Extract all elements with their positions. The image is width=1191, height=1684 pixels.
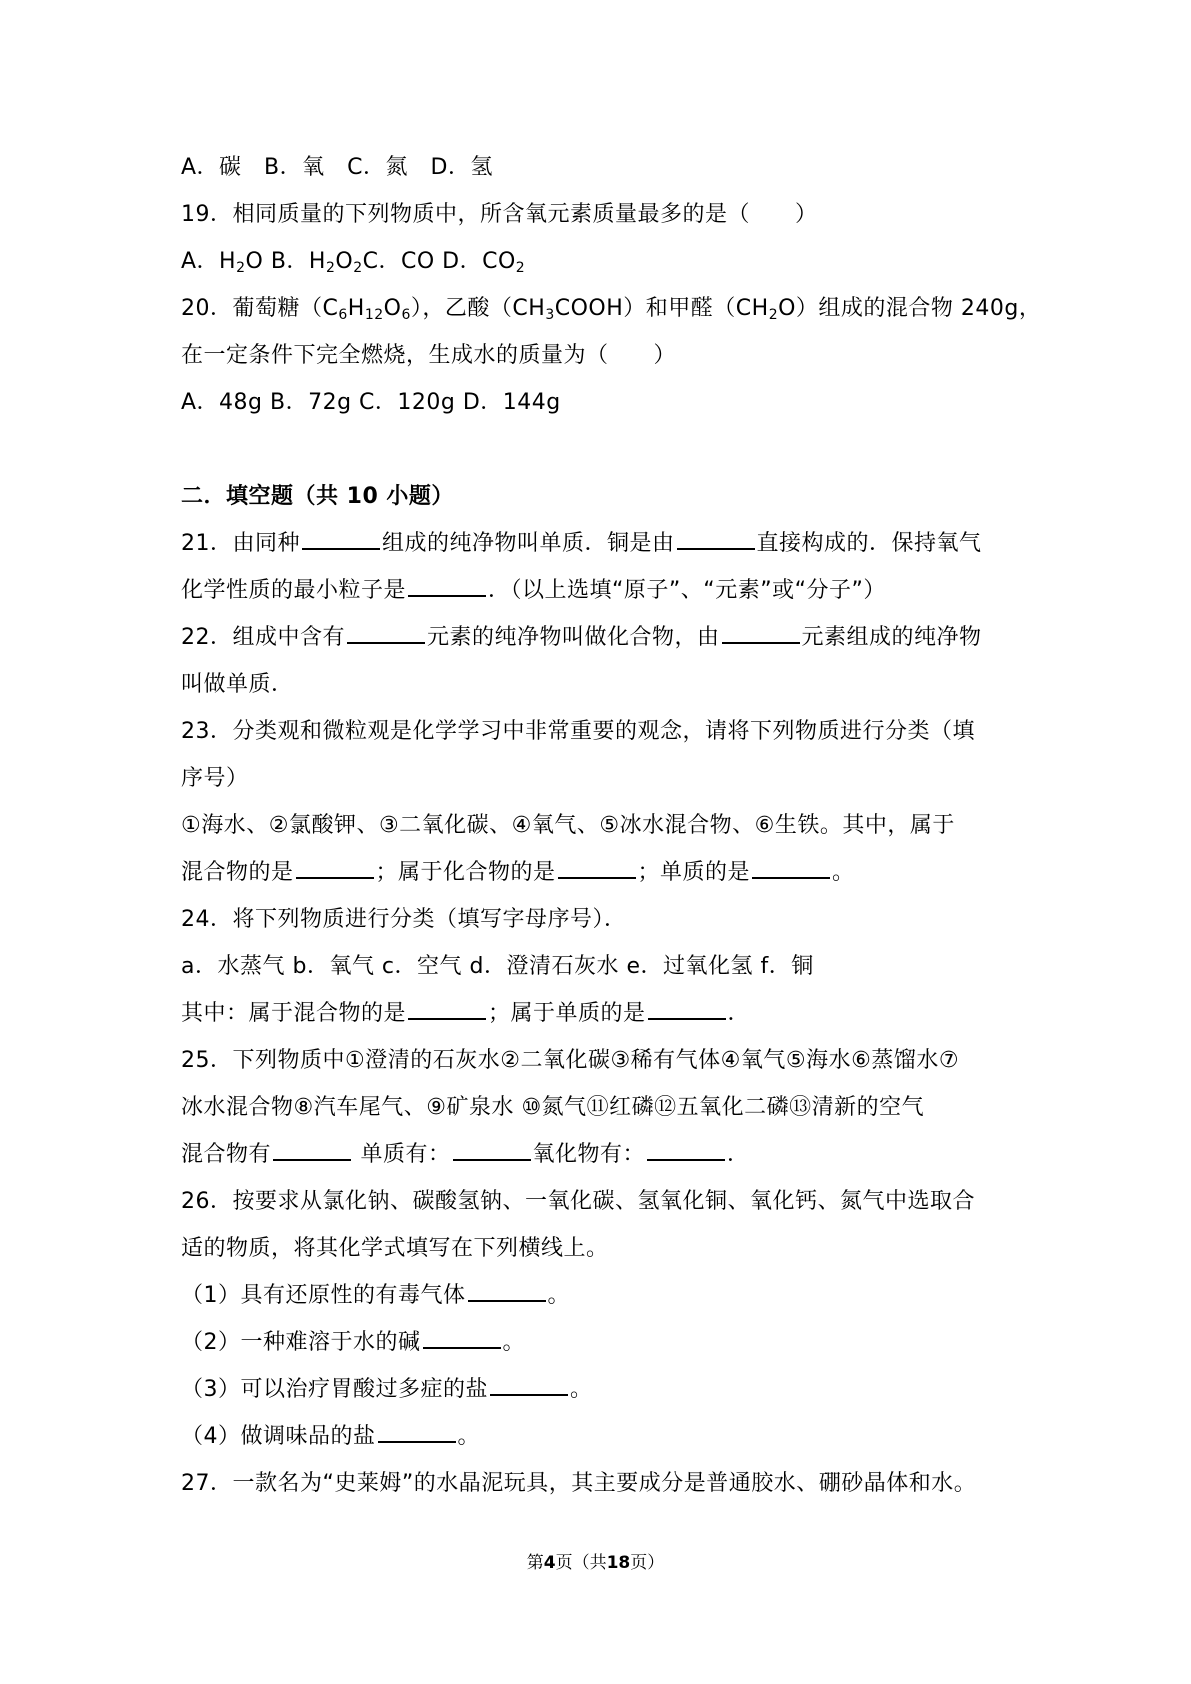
q20-stem: 20．葡萄糖$(C_6H_{12}O_6)$，乙酸$(CH_3COOH)$和甲醛$(CH_2O)$组成的混合物 240g， [181, 296, 1042, 323]
q26-line1: 26．按要求从氯化钠、碳酸氢钠、一氧化碳、氢氧化铜、氧化钙、氮气中选取合 [181, 1189, 975, 1214]
q24-line1: 24．将下列物质进行分类（填写字母序号）． [181, 907, 627, 932]
answer-blank[interactable] [273, 1139, 351, 1161]
q21-line2: 化学性质的最小粒子是 ．（以上选填“原子”、“元素”或“分子”） [181, 567, 1021, 614]
q24-line2: a．水蒸气 b．氧气 c．空气 d．澄清石灰水 e．过氧化氢 f．铜 [181, 954, 814, 979]
page-content [181, 144, 1042, 1507]
answer-blank[interactable] [453, 1139, 531, 1161]
answer-blank[interactable] [647, 1139, 725, 1161]
q25-line3: 混合物有 单质有： 氧化物有： ． [181, 1131, 1021, 1178]
q20-options: A．48g B．72g C．120g D．144g [181, 390, 561, 415]
answer-blank[interactable] [302, 528, 380, 550]
q25-line2: 冰水混合物⑧汽车尾气、⑨矿泉水 ⑩氮气⑪红磷⑫五氧化二磷⑬清新的空气 [181, 1095, 925, 1120]
page-footer: 第4页（共18页） [526, 1553, 665, 1573]
q27-line1: 27．一款名为“史莱姆”的水晶泥玩具，其主要成分是普通胶水、硼砂晶体和水。 [181, 1471, 977, 1496]
q21-line1: 21．由同种 组成的纯净物叫单质．铜是由 直接构成的．保持氧气 [181, 520, 1021, 567]
q25-line1: 25．下列物质中①澄清的石灰水②二氧化碳③稀有气体④氧气⑤海水⑥蒸馏水⑦ [181, 1048, 960, 1073]
q18-options: A．碳 B．氧 C．氮 D．氢 [181, 155, 493, 180]
q19-options: A．$H_2O$ B．$H_2O_2C$．CO D．$CO_2$ [181, 249, 526, 276]
q23-line4: 混合物的是 ；属于化合物的是 ；单质的是 。 [181, 849, 1021, 896]
q26-line2: 适的物质，将其化学式填写在下列横线上。 [181, 1236, 609, 1261]
section-heading: 二．填空题（共 10 小题） [181, 484, 454, 509]
answer-blank[interactable] [490, 1374, 568, 1396]
q20-stem-cont: 在一定条件下完全燃烧，生成水的质量为（ ） [181, 343, 677, 368]
answer-blank[interactable] [558, 857, 636, 879]
answer-blank[interactable] [648, 998, 726, 1020]
q23-line3: ①海水、②氯酸钾、③二氧化碳、④氧气、⑤冰水混合物、⑥生铁。其中，属于 [181, 813, 955, 838]
q22-line2: 叫做单质． [181, 672, 294, 697]
answer-blank[interactable] [722, 622, 800, 644]
section-gap [181, 426, 1021, 473]
answer-blank[interactable] [408, 998, 486, 1020]
answer-blank[interactable] [423, 1327, 501, 1349]
answer-blank[interactable] [296, 857, 374, 879]
answer-blank[interactable] [408, 575, 486, 597]
q26-sub1: （1）具有还原性的有毒气体 。 [181, 1272, 1021, 1319]
q26-sub2: （2）一种难溶于水的碱 。 [181, 1319, 1021, 1366]
answer-blank[interactable] [347, 622, 425, 644]
answer-blank[interactable] [752, 857, 830, 879]
q19-stem: 19．相同质量的下列物质中，所含氧元素质量最多的是（ ） [181, 202, 818, 227]
answer-blank[interactable] [378, 1421, 456, 1443]
q26-sub4: （4）做调味品的盐 。 [181, 1413, 1021, 1460]
q22-line1: 22．组成中含有 元素的纯净物叫做化合物，由 元素组成的纯净物 [181, 614, 1021, 661]
q23-line2: 序号） [181, 766, 249, 791]
answer-blank[interactable] [677, 528, 755, 550]
q23-line1: 23．分类观和微粒观是化学学习中非常重要的观念，请将下列物质进行分类（填 [181, 719, 975, 744]
answer-blank[interactable] [468, 1280, 546, 1302]
q24-line3: 其中：属于混合物的是 ；属于单质的是 ． [181, 990, 1021, 1037]
q26-sub3: （3）可以治疗胃酸过多症的盐 。 [181, 1366, 1021, 1413]
